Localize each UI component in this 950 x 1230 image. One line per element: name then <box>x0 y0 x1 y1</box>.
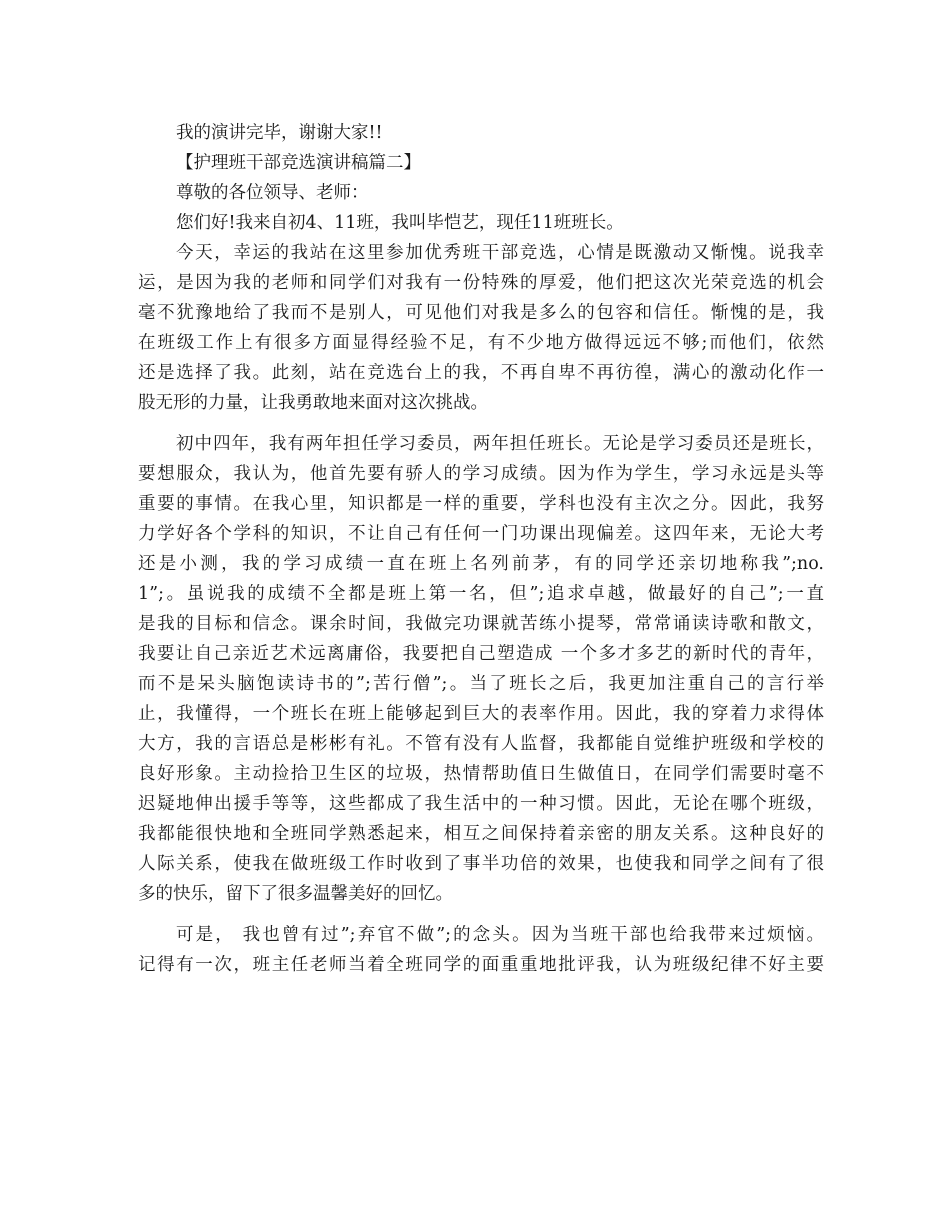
paragraph-2-line-13: 迟疑地伸出援手等等，这些都成了我生活中的一种习惯。因此，无论在哪个班级， <box>138 794 824 814</box>
paragraph-2-line-12: 良好形象。主动捡拾卫生区的垃圾，热情帮助值日生做值日，在同学们需要时毫不 <box>138 764 824 784</box>
salutation: 尊敬的各位领导、老师： <box>176 183 369 203</box>
paragraph-2-line-14: 我都能很快地和全班同学熟悉起来，相互之间保持着亲密的朋友关系。这种良好的 <box>138 824 824 844</box>
greeting-line: 您们好!我来自初4、11班，我叫毕恺艺，现任11班班长。 <box>176 213 624 233</box>
paragraph-3-line-2: 记得有一次，班主任老师当着全班同学的面重重地批评我，认为班级纪律不好主要 <box>138 955 824 975</box>
paragraph-2-line-2: 要想服众，我认为，他首先要有骄人的学习成绩。因为作为学生，学习永远是头等 <box>138 464 824 484</box>
paragraph-2-line-11: 大方，我的言语总是彬彬有礼。不管有没有人监督，我都能自觉维护班级和学校的 <box>138 734 824 754</box>
paragraph-2-line-7: 是我的目标和信念。课余时间，我做完功课就苦练小提琴，常常诵读诗歌和散文， <box>138 614 824 634</box>
paragraph-2-line-5: 还是小测，我的学习成绩一直在班上名列前茅，有的同学还亲切地称我”;no. <box>138 554 824 574</box>
closing-line: 我的演讲完毕，谢谢大家!! <box>176 123 383 143</box>
paragraph-2-line-15: 人际关系，使我在做班级工作时收到了事半功倍的效果，也使我和同学之间有了很 <box>138 854 824 874</box>
paragraph-1-line-5: 还是选择了我。此刻，站在竞选台上的我，不再自卑不再彷徨，满心的激动化作一 <box>138 363 824 383</box>
document-body <box>138 118 824 980</box>
paragraph-3-line-1: 可是， 我也曾有过”;弃官不做”;的念头。因为当班干部也给我带来过烦恼。 <box>176 925 824 945</box>
paragraph-1-line-4: 在班级工作上有很多方面显得经验不足，有不少地方做得远远不够;而他们，依然 <box>138 333 824 353</box>
paragraph-2-line-8: 我要让自己亲近艺术远离庸俗，我要把自己塑造成 一个多才多艺的新时代的青年， <box>138 644 824 664</box>
paragraph-2-line-3: 重要的事情。在我心里，知识都是一样的重要，学科也没有主次之分。因此，我努 <box>138 494 824 514</box>
paragraph-2-line-6: 1”;。虽说我的成绩不全都是班上第一名，但”;追求卓越，做最好的自己”;一直 <box>138 584 824 604</box>
paragraph-1-line-6: 股无形的力量，让我勇敢地来面对这次挑战。 <box>138 393 488 413</box>
paragraph-2-line-4: 力学好各个学科的知识，不让自己有任何一门功课出现偏差。这四年来，无论大考 <box>138 524 824 544</box>
paragraph-2-line-9: 而不是呆头脑饱读诗书的”;苦行僧”;。当了班长之后，我更加注重自己的言行举 <box>138 674 824 694</box>
paragraph-1-line-3: 毫不犹豫地给了我而不是别人，可见他们对我是多么的包容和信任。惭愧的是，我 <box>138 303 824 323</box>
paragraph-2-line-16: 多的快乐，留下了很多温馨美好的回忆。 <box>138 884 453 904</box>
paragraph-1-line-1: 今天，幸运的我站在这里参加优秀班干部竞选，心情是既激动又惭愧。说我幸 <box>176 243 824 263</box>
paragraph-1-line-2: 运，是因为我的老师和同学们对我有一份特殊的厚爱，他们把这次光荣竞选的机会 <box>138 273 824 293</box>
section-heading: 【护理班干部竞选演讲稿篇二】 <box>176 153 421 173</box>
paragraph-2-line-10: 止，我懂得，一个班长在班上能够起到巨大的表率作用。因此，我的穿着力求得体 <box>138 704 824 724</box>
paragraph-2-line-1: 初中四年，我有两年担任学习委员，两年担任班长。无论是学习委员还是班长， <box>176 434 824 454</box>
